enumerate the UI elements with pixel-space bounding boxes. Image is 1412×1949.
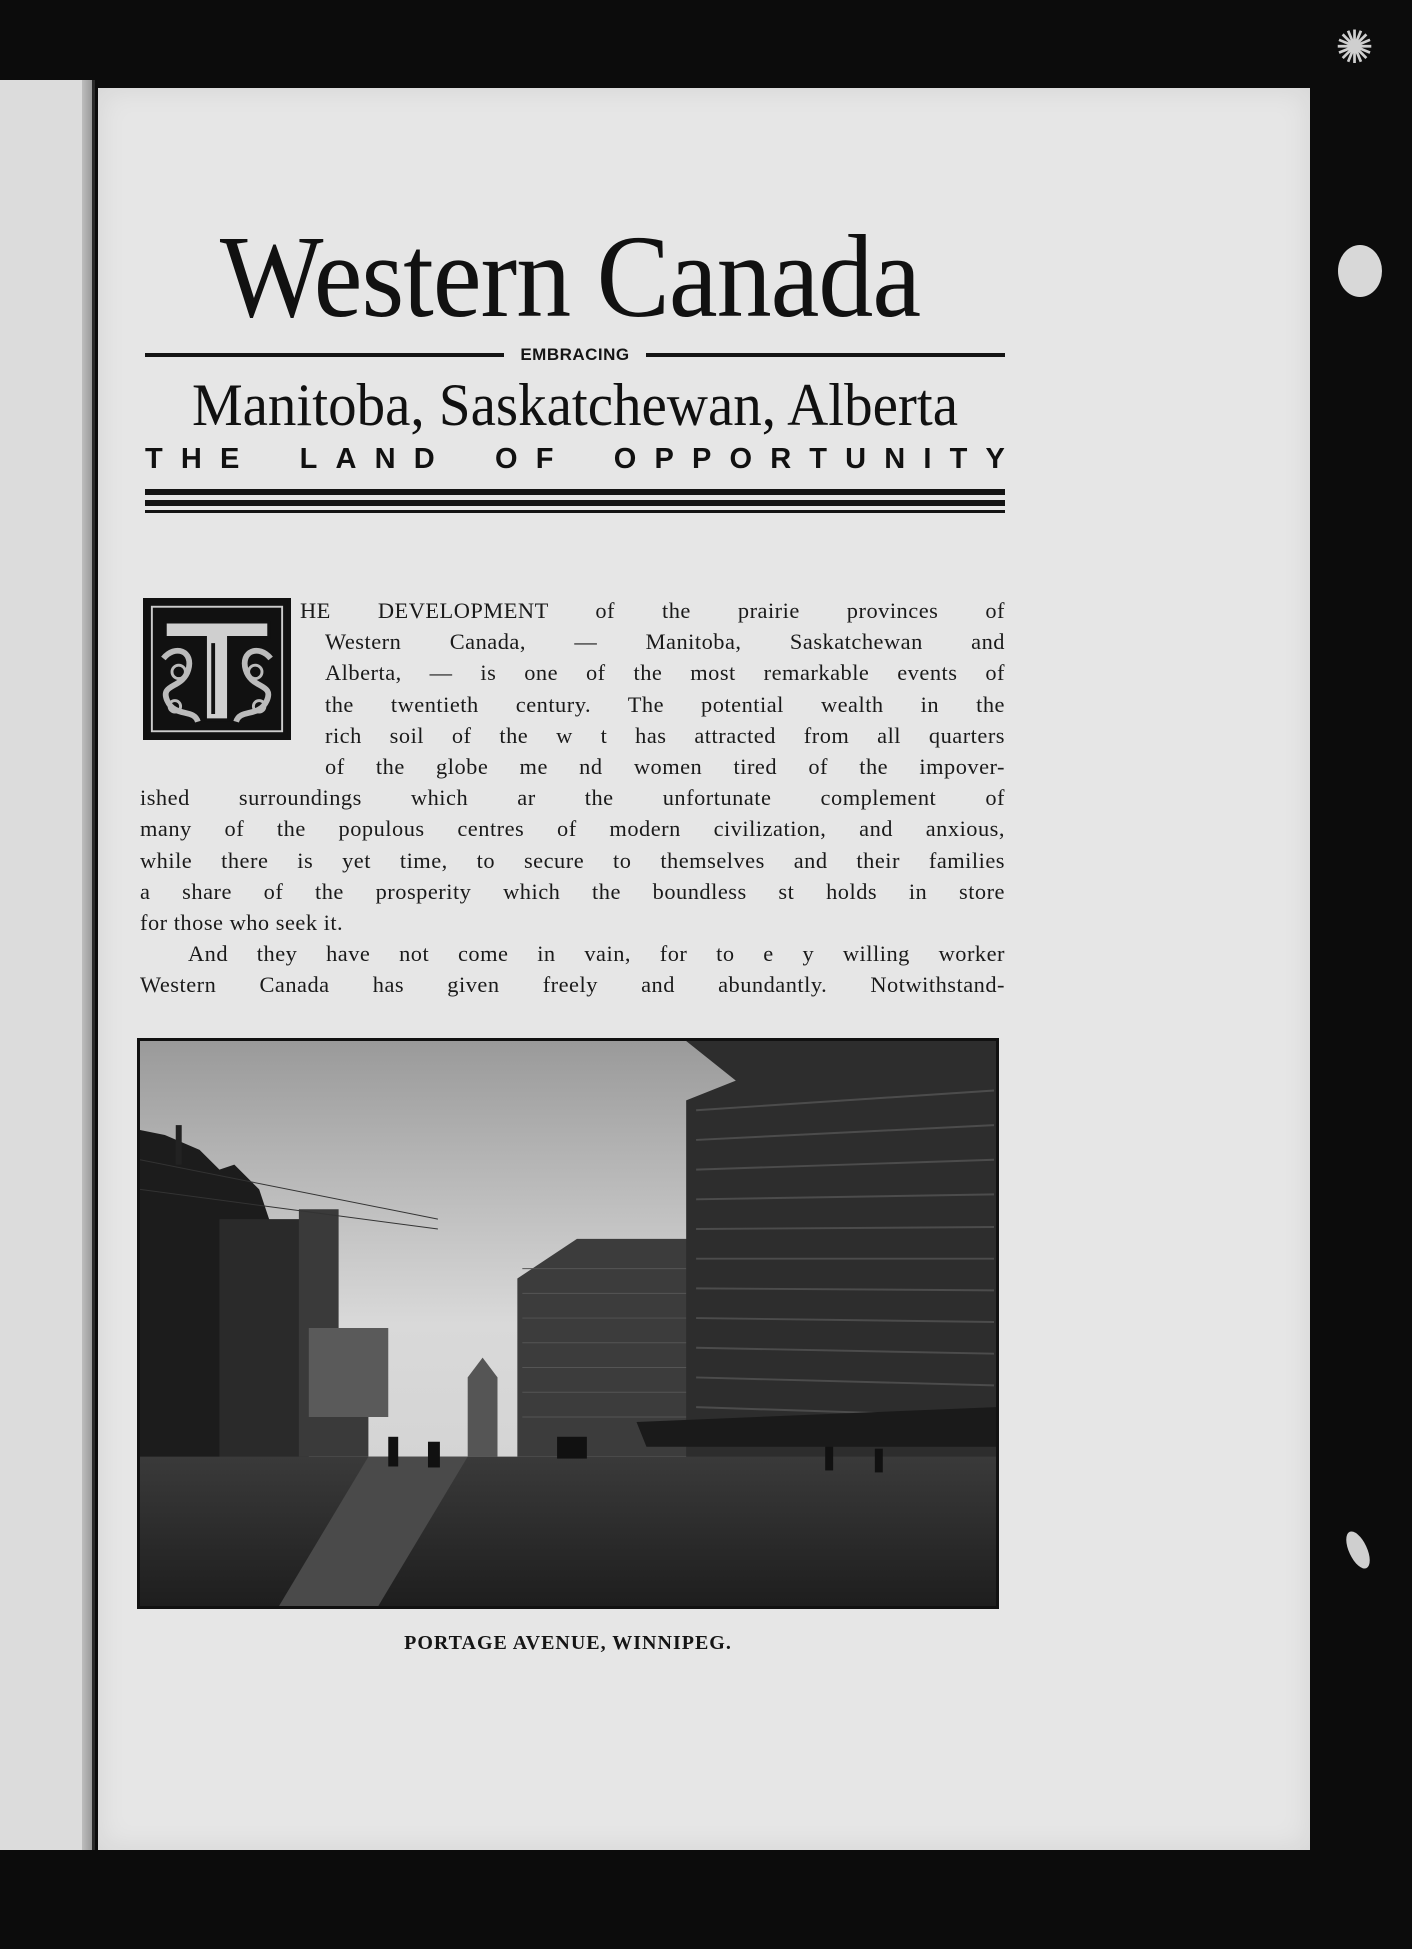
tagline-letter: F — [535, 443, 554, 475]
tagline-letter: T — [949, 443, 968, 475]
header-rules — [145, 489, 1005, 513]
photo-caption: PORTAGE AVENUE, WINNIPEG. — [404, 1632, 732, 1654]
scan-artifact-mark: ✺ — [1335, 22, 1374, 73]
article-line: the twentieth century. The potential wealth in the — [325, 691, 1005, 717]
tagline-letter: O — [495, 443, 518, 475]
page-title: Western Canada — [219, 211, 921, 342]
tagline-letter: R — [770, 443, 792, 475]
article-line: for those who seek it. — [140, 909, 344, 935]
tagline-letter: N — [374, 443, 396, 475]
divider-rule-left — [145, 353, 504, 357]
tagline-letter: A — [335, 443, 357, 475]
facing-page-edge — [0, 80, 95, 1850]
scan-artifact-blob-small — [1341, 1528, 1374, 1572]
article-line: Western Canada, — Manitoba, Saskatchewan and — [325, 629, 1005, 655]
article-line: Western Canada has given freely and abundantly. Notwithstand- — [140, 972, 1005, 998]
tagline-letter: H — [180, 443, 202, 475]
header-rule — [145, 489, 1005, 495]
article-line: ished surroundings which ar the unfortunate complement of — [140, 785, 1005, 811]
article-line: a share of the prosperity which the boundless st holds in store — [140, 878, 1005, 904]
provinces-subtitle: Manitoba, Saskatchewan, Alberta — [191, 372, 959, 438]
article-body — [140, 595, 1005, 1000]
tagline-letter: T — [809, 443, 828, 475]
tagline-letter: P — [691, 443, 712, 475]
tagline — [145, 442, 1005, 476]
header-rule — [145, 500, 1005, 506]
tagline-letter: I — [923, 443, 932, 475]
tagline-letter: N — [884, 443, 906, 475]
header-rule — [145, 510, 1005, 513]
divider-rule-right — [646, 353, 1005, 357]
tagline-letter: O — [729, 443, 753, 475]
article-line: HE DEVELOPMENT of the prairie provinces of — [300, 598, 1005, 623]
article-line: many of the populous centres of modern civilization, and anxious, — [140, 816, 1005, 842]
article-line: Alberta, — is one of the most remarkable events of — [325, 660, 1005, 686]
tagline-letter: T — [145, 443, 163, 475]
embracing-divider — [145, 343, 1005, 367]
tagline-letter: D — [413, 443, 435, 475]
tagline-letter: U — [845, 443, 867, 475]
article-line: while there is yet time, to secure to themselves and their families — [140, 847, 1005, 873]
street-photograph — [137, 1038, 999, 1609]
article-line: of the globe me nd women tired of the impover- — [325, 753, 1005, 779]
street-scene-image — [140, 1041, 996, 1606]
scan-artifact-blob — [1338, 245, 1382, 297]
tagline-letter: O — [613, 443, 637, 475]
article-line: And they have not come in vain, for to e y willing worker — [188, 941, 1005, 967]
tagline-letter: Y — [985, 443, 1005, 475]
tagline-letter: E — [219, 443, 240, 475]
page-fold — [82, 80, 92, 1850]
article-line: rich soil of the w t has attracted from all quarters — [325, 722, 1005, 748]
tagline-letter: L — [299, 443, 318, 475]
tagline-letter: P — [654, 443, 674, 475]
embracing-label: EMBRACING — [520, 345, 630, 364]
